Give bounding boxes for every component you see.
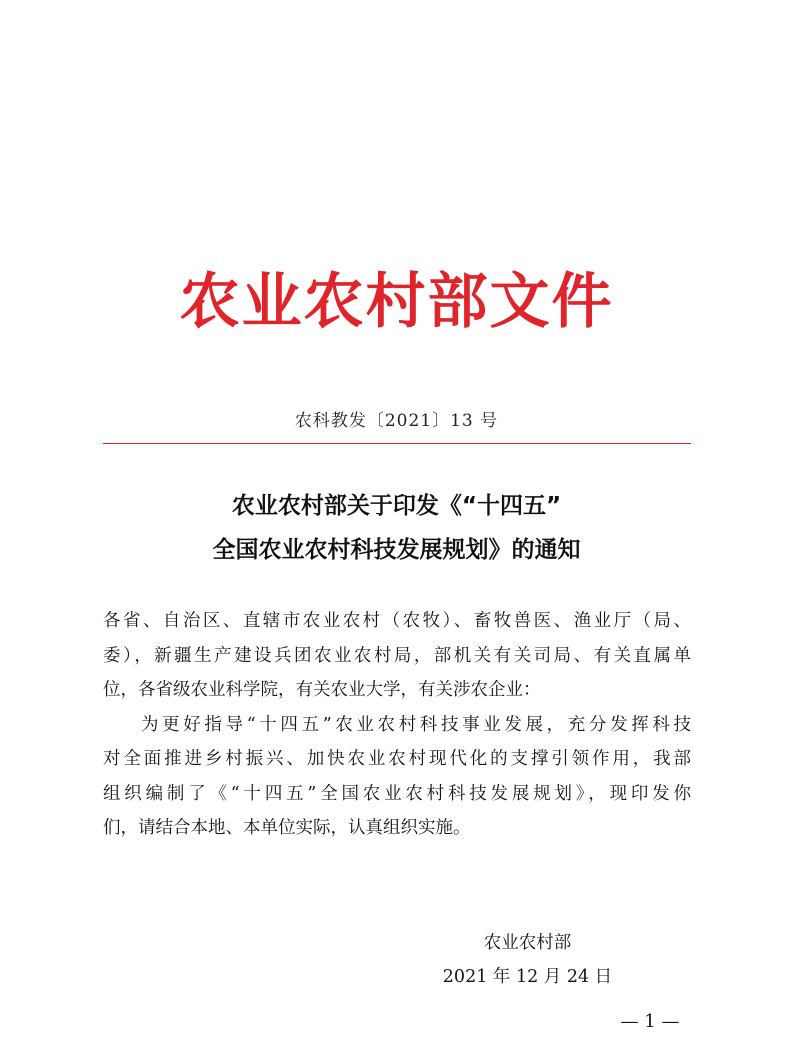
addressee-line: 位，各省级农业科学院，有关农业大学，有关涉农企业： [103,680,541,700]
signature-organization: 农业农村部 [483,933,572,953]
addressee-line: 委），新疆生产建设兵团农业农村局，部机关有关司局、有关直属单 [103,645,691,666]
signature-date: 2021 年 12 月 24 日 [442,967,613,987]
paragraph-line: 们，请结合本地、本单位实际，认真组织实施。 [103,818,471,838]
red-divider-line [103,443,691,444]
page-number: — 1 — [620,1011,680,1032]
paragraph-line: 为更好指导“十四五”农业农村科技事业发展，充分发挥科技 [141,714,691,735]
document-number: 农科教发〔2021〕13 号 [294,411,499,431]
addressee-line: 各省、自治区、直辖市农业农村（农牧）、畜牧兽医、渔业厅（局、 [103,611,691,631]
notice-title [0,484,793,572]
notice-title-line-2: 全国农业农村科技发展规划》的通知 [212,537,581,563]
masthead-title: 农业农村部文件 [179,267,614,337]
paragraph-line: 对全面推进乡村振兴、加快农业农村现代化的支撑引领作用，我部 [103,749,691,769]
paragraph-line: 组织编制了《“十四五”全国农业农村科技发展规划》，现印发你 [103,783,691,804]
notice-body [103,604,691,846]
signature-block [440,926,615,994]
notice-title-line-1: 农业农村部关于印发《“十四五” [231,493,562,519]
